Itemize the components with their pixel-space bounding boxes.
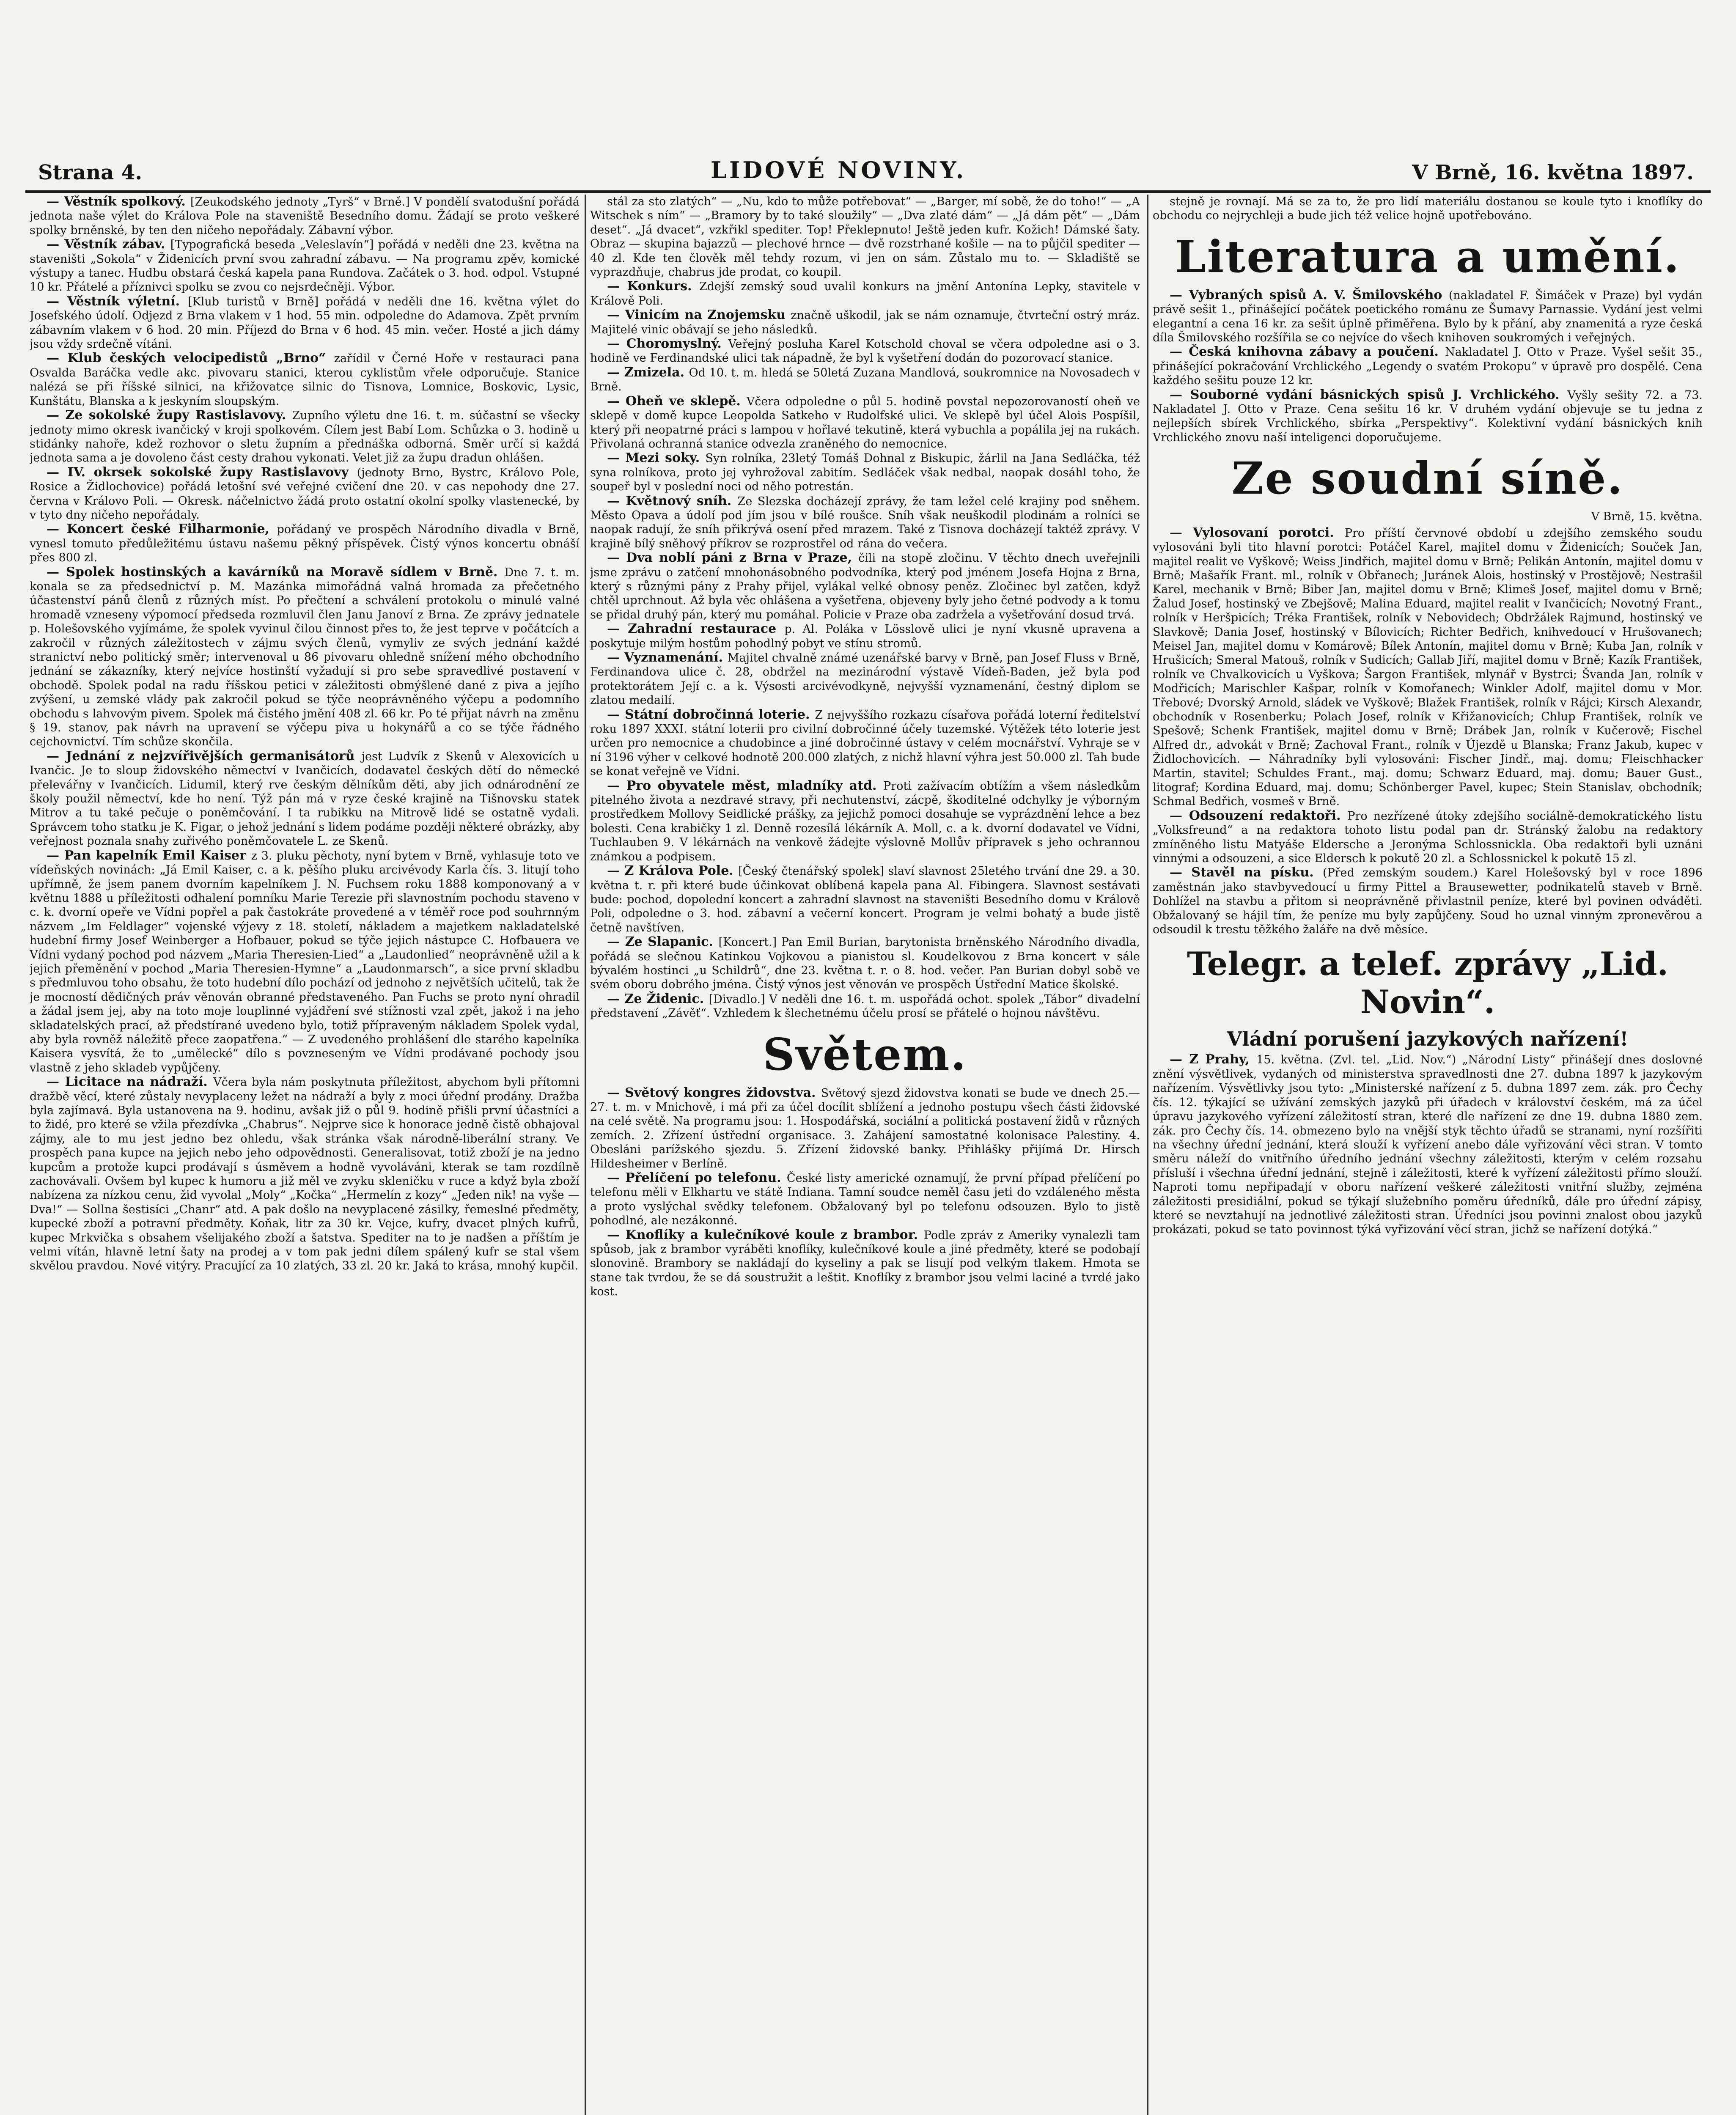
article	[1153, 865, 1703, 937]
article-text: [Zeukodského jednoty „Tyrš“ v Brně.] V pondělí svatodušní pořádá jednota naše výlet do Králova Pole na staveniště Besedního domu. Žádají se proto veškeré spolky brněnské, by ten den ničeho nepořádaly. Zábavní výbor.	[30, 195, 580, 237]
article-headline: — Česká knihovna zábavy a poučení.	[1170, 344, 1445, 360]
article	[30, 408, 580, 465]
article	[1153, 195, 1703, 223]
article-headline: — Jednání z nejzvířivějších germanisátorů	[47, 748, 362, 764]
article-text: Zupního výletu dne 16. t. m. súčastní se všecky jednoty mimo okresk ivančický v kroji spolkovém. Cílem jest Babí Lom. Schůzka o 3. hodině u stidánky nahoře, kdež rozhovor o sletu župním a přednáška odborná. Směr určí si každá jednota sama a je dovoleno část cesty drahou vykonati. Velet již za župu dradun ohlášen.	[30, 409, 580, 465]
article-text: [Český čtenářský spolek] slaví slavnost 25letého trvání dne 29. a 30. května t. r. při které bude účinkovat oblíbená kapela pana Al. Fibingera. Slavnost sestávati bude: pochod, dopolední koncert a zahradní slavnost na staveništi Besedního domu v Králově Poli, odpoledne o 3. hod. zábavní a večerní koncert. Program je velmi bohatý a bude jistě četně navštíven.	[590, 865, 1140, 934]
article	[590, 935, 1140, 992]
article	[30, 1075, 580, 1273]
article	[30, 565, 580, 749]
article-headline: — Květnový sníh.	[607, 493, 738, 508]
article-headline: — Pan kapelník Emil Kaiser	[47, 848, 251, 863]
article-text: (Před zemským soudem.) Karel Holešovský byl v roce 1896 zaměstnán jako stavbyvedoucí u firmy Pittel a Brausewetter, podnikatelů staveb v Brně. Dohlížel na stavbu a přitom si neoprávněně přivlastnil peníze, které byl povinen odváděti. Obžalovaný se hájil tím, že peníze mu byly zapůjčeny. Soud ho uznal vinným zpronevěrou a odsoudil k trestu těžkého žaláře na dvě měsíce.	[1153, 866, 1703, 937]
article-text: Zdejší zemský soud uvalil konkurs na jmění Antonína Lepky, stavitele v Králově Poli.	[590, 280, 1140, 308]
article	[590, 394, 1140, 451]
article-headline: — Vylosovaní porotci.	[1170, 525, 1345, 540]
article-text: stál za sto zlatých“ — „Nu, kdo to může potřebovat“ — „Barger, mí sobě, že do toho!“ — „A Witschek s ním“ — „Bramory by to také sloužily“ — „Dva zlaté dám“ — „Já dám pět“ — „Dám deset“. „Já dvacet“, vzkřikl spediter. Top! Překlepnuto! Ještě jeden kufr. Kožich! Dámské šaty. Obraz — skupina bajazzů — plechové hrnce — dvě rozstrhané košile — na to půjčil spediter — 40 zl. Kde ten člověk měl tehdy rozum, vi jen on sám. Zůstalo mu to. — Skladiště se vyprazdňuje, chabrus jde prodat, co koupil.	[590, 195, 1140, 279]
article-headline: — Z Prahy,	[1170, 1052, 1257, 1067]
article-text: Nakladatel J. Otto v Praze. Vyšel sešit 35., přinášející pokračování Vrchlického „Legendy o svatém Prokopu“ v úpravě pro dospělé. Cena každého sešitu pouze 12 kr.	[1153, 346, 1703, 387]
article-text: České listy americké oznamují, že první případ přelíčení po telefonu měli v Elkhartu ve státě Indiana. Tamní soudce neměl času jeti do vzdáleného města a proto vyslýchal svědky telefonem. Obžalovaný byl po telefonu odsouzen. Bylo to jistě pohodlné, ale nezákonné.	[590, 1172, 1140, 1228]
article	[590, 779, 1140, 864]
article	[30, 849, 580, 1075]
dateline: V Brně, 15. května.	[1591, 510, 1703, 524]
article	[590, 651, 1140, 708]
article	[590, 365, 1140, 394]
article-headline: — Přelíčení po telefonu.	[607, 1170, 787, 1185]
article	[1153, 345, 1703, 387]
article-text: Z nejvyššího rozkazu císařova pořádá loterní ředitelství roku 1897 XXXI. státní loterii pro civilní dobročinné účely tuzemské. Výtěžek této loterie jest určen pro nemocnice a chudobince a jiné dobročinné ústavy v celém mocnářství. Vyhraje se v ní 3196 výher v celkové hodnotě 200.000 zlatých, z nichž hlavní výhra jest 50.000 zl. Tah bude se konat veřejně ve Vídni.	[590, 708, 1140, 778]
article-text: Veřejný posluha Karel Kotschold choval se včera odpoledne asi o 3. hodině ve Ferdinandské ulici tak nápadně, že byl k vyšetření dodán do pozorovací stanice.	[590, 338, 1140, 365]
article	[590, 451, 1140, 494]
article	[1153, 526, 1703, 809]
article-text: stejně je rovnají. Má se za to, že pro lidí materiálu dostanou se koule tyto i knoflíky do obchodu co nejrychleji a bude jich též velice hojně upotřebováno.	[1153, 195, 1703, 222]
article	[30, 351, 580, 408]
article-headline: — Věstník spolkový.	[47, 195, 191, 209]
column-divider	[585, 195, 586, 2115]
article	[590, 195, 1140, 279]
article	[1153, 809, 1703, 866]
article	[30, 237, 580, 294]
article-headline: — Mezi soky.	[607, 450, 706, 466]
article-headline: — Z Králova Pole.	[607, 863, 739, 879]
article-headline: — Klub českých velocipedistů „Brno“	[47, 351, 334, 366]
article	[590, 1228, 1140, 1299]
article-text: čili na stopě zločinu. V těchto dnech uveřejnili jsme zprávu o zatčení mnohonásobného podvodníka, který pod jménem Josefa Hojna z Brna, který s různými pány z Prahy přijel, vylákal velké obnosy peněz. Zločinec byl zatčen, když chtěl uprchnout. Až byla věc ohlášena a vyšetřena, objeveny byly jeho četné podvody a k tomu se přidal druhý pán, který mu pomáhal. Policie v Praze oba zadržela a vyšetřování dosud trvá.	[590, 552, 1140, 621]
article-text: p. Al. Poláka v Lösslově ulici je nyní vkusně upravena a poskytuje milým hostům pohodlný pobyt ve stínu stromů.	[590, 623, 1140, 650]
article-text: pořádaný ve prospěch Národního divadla v Brně, vynesl tomuto předůležitému ústavu našemu pěkný příspěvek. Čistý výnos koncertu obnáší přes 800 zl.	[30, 523, 580, 565]
article-headline: — Odsouzení redaktoři.	[1170, 808, 1348, 823]
article-headline: — Ze Slapanic.	[607, 934, 719, 950]
article	[30, 294, 580, 352]
article-text: Včera byla nám poskytnuta příležitost, abychom byli přítomni dražbě věcí, které zůstaly nevyplaceny ležet na nádraží a byly z moci úřední prodány. Dražba byla zajímavá. Byla ustanovena na 9. hodinu, avšak již o půl 9. hodině přišli první účastníci a to židé, pro které se vžila přezdívka „Chabrus“. Nejprve sice k honorace jedně čistě obhajoval zájmy, ale to mu jest jedno bez ohledu, však stránka však národně-liberální strany. Ve prospěch pana kupce na jejich nebo jeho odpovědnosti. Generalisovat, totiž zboží je na jedno kupcům a protože kupci prodávají s úsměvem a hodně vyvoláváni, kterak se tam rozdílně zachovávali. Ovšem byl kupec k humoru a již měl ve zvyku skleničku v ruce a když byla zboží nabízena za nízkou cenu, žid vyvolal „Moly“ „Kočka“ „Hermelín z kozy“ „Jeden nik! na vyše — Dva!“ — Sollna šestisíci „Chanr“ atd. A pak došlo na nevyplacené zásilky, řemeslné předměty, kupecké zboží a potravní předměty. Koňak, litr za 30 kr. Vejce, kufry, dvacet plných kufrů, kupec Mrkvička s obsahem všelijakého zboží a šatstva. Spediter na to je nadšen a příštím je velmi vítán, hlavně letní šaty na prodej a v tom pak jedni dílem spálený kufr se stal všem skvělou pravdou. Nové vitýry. Pracující za 10 zlatých, 33 zl. 20 kr. Jaká to krása, mnohý kupčil.	[30, 1076, 580, 1273]
article-headline: — Pro obyvatele měst, mladníky atd.	[607, 778, 884, 793]
article	[590, 1171, 1140, 1228]
article	[590, 551, 1140, 622]
article-text: [Typografická beseda „Veleslavín“] pořádá v neděli dne 23. května na staveništi „Sokola“ v Židenicích první svou zahradní zábavu. — Na programu zpěv, komické výstupy a tanec. Hudbu obstará česká kapela pana Rundova. Začátek o 3. hod. odpol. Vstupné 10 kr. Přátelé a příznivci spolku se zvou co nejsrdečněji. Výbor.	[30, 238, 580, 294]
article-headline: — Dva noblí páni z Brna v Praze,	[607, 550, 859, 566]
article	[30, 465, 580, 522]
article	[1153, 388, 1703, 445]
article-headline: — Vybraných spisů A. V. Šmilovského	[1170, 287, 1449, 302]
article-headline: — Zahradní restaurace	[607, 621, 785, 637]
article-text: Včera odpoledne o půl 5. hodině povstal nepozorovaností oheň ve sklepě v domě kupce Leopolda Satkeho v Rudolfské ulici. Ve sklepě byl účel Alois Pospíšil, který při neopatrné práci s lampou v hořlavé tekutině, která vybuchla a popálila jej na rukách. Přivolaná ochranná stanice odvezla zraněného do nemocnice.	[590, 395, 1140, 450]
article-headline: — Ze Židenic.	[607, 991, 709, 1006]
header-rule	[25, 190, 1711, 193]
article-headline: — Licitace na nádraží.	[47, 1074, 214, 1090]
article-text: z 3. pluku pěchoty, nyní bytem v Brně, vyhlasuje toto ve vídeňských novinách: „Já Emil Kaiser, c. a k. pěšího pluku arcivévody Karla čís. 3. litují toho upřímně, že jsem panem dvorním kapelníkem J. N. Fuchsem roku 1888 komponovaný a v květnu 1888 u příležitosti odhalení pomníku Marie Terezie při slavnostním pochodu staveno v c. k. dvorní opeře ve Vídni popřel a pak častokráte provedené a v téměř roce pod souhrnným názvem „Im Feldlager“ vojenské výjevy z 18. století, nákladem a majetkem nakladatelské hudební firmy Josef Weinberger a Hofbauer, pokud se týče jejich nástupce C. Hofbauera ve Vídni vydaný pochod pod názvem „Maria Theresien-Lied“ a „Laudonlied“ neoprávněně užil a k jejich přeměnění v pochod „Maria Theresien-Hymne“ a „Laudonmarsch“, a sice první skladbu s předmluvou toho obsahu, že toto hudební dílo pochází od jednoho z největších učitelů, tak že je mocností dědičných práv věnován obranné představeného. Pan Fuchs se proto nyní ohradil a žádal jsem jej, aby na toto moje louplinné vyjádření své stížnosti vzal zpět, jakož i na jeho skladatelských prací, až předstírané uvedeno bylo, totiž přípraveným nákladem Spolek vydal, aby byla rovněž náležitě přece zaopatřena.“ — Z uvedeného prohlášení dle starého kapelníka Kaisera vysvítá, že to „umělecké“ dílo s povzneseným ve Vídni prodávané pochody jsou vlastně z jeho skladeb vypůjčeny.	[30, 849, 580, 1074]
article-headline: — Souborné vydání básnických spisů J. Vrchlického.	[1170, 387, 1568, 402]
article-headline: — Knoflíky a kulečníkové koule z brambor.	[607, 1227, 924, 1242]
article	[590, 622, 1140, 651]
article-headline: — Konkurs.	[607, 279, 699, 294]
article	[590, 992, 1140, 1021]
column-3	[1153, 195, 1703, 2115]
issue-date: V Brně, 16. května 1897.	[1412, 161, 1694, 184]
article-headline: — Věstník výletní.	[47, 294, 188, 309]
column-1	[30, 195, 580, 2115]
article-text: Proti zažívacím obtížím a všem následkům pitelného života a nezdravé stravy, při nechutenství, zácpě, škoditelné odchylky je výborným prostředkem Mollovy Seidlické prášky, za jejichž pomoci dosahuje se vyprázdnění lehce a bez bolesti. Cena krabičky 1 zl. Denně rozesílá lékárník A. Moll, c. a k. dvorní dodavatel ve Vídni, Tuchlauben 9. V lékárnách na venkově žádejte výslovně Mollův přípravek s jeho ochrannou známkou a podpisem.	[590, 779, 1140, 863]
article-text: jest Ludvík z Skenů v Alexovicích u Ivančic. Je to sloup židovského němectví v Ivančicích, dodavatel českých dětí do německé přelevářny v Ivančicích. Lidumil, který rve českým dělníkům děti, aby jich odnárodnění ze školy použil němectví, kde ho není. Týž pán má v ryze české krajině na Tišnovsku statek Mitrov a tu také pečuje o poněmčování. I ta rubikku na Mitrově lidé se ostatně vydali. Správcem toho statku je K. Figar, o jehož jednání s lidem podáme později některé obrázky, aby veřejnost poznala snahy zuřivého poněmčovatele L. ze Skenů.	[30, 750, 580, 848]
article-headline: — Stavěl na písku.	[1170, 865, 1323, 880]
article	[590, 864, 1140, 935]
article-headline: — Státní dobročinná loterie.	[607, 707, 815, 722]
article-headline: — Světový kongres židovstva.	[607, 1085, 821, 1100]
article-text: Ze Slezska docházejí zprávy, že tam ležel celé krajiny pod sněhem. Město Opava a údolí pod jím jsou v bílé roušce. Sníh však neuškodil plodinám a rolníci se naopak radují, že sníh přikrývá osení před mrazem. Také z Tisnova docházejí taktéž zprávy. V krajině bílý sněhový příkrov se rozprostřel od rána do večera.	[590, 494, 1140, 550]
article-text: Pro nezřízené útoky zdejšího sociálně-demokratického listu „Volksfreund“ a na redaktora tohoto listu podal pan dr. Stránský žalobu na redaktory zmíněného listu Matyáše Eldersche a Jeronýma Schlossnickla. Oba redaktoři byli uznáni vinnými a odsouzeni, a sice Eldersch k pokutě 20 zl. a Schlossnickel k pokutě 15 zl.	[1153, 809, 1703, 865]
article-headline: — Vyznamenání.	[607, 650, 728, 665]
article-headline: — IV. okrsek sokolské župy Rastislavovy	[47, 464, 357, 480]
article-text: Podle zpráv z Ameriky vynalezli tam spůsob, jak z brambor vyráběti knoflíky, kulečníkové koule a jiné předměty, které se podobají slonovině. Brambory se nakládají do kyseliny a pak se lisují pod velkým tlakem. Hmota se stane tak tvrdou, že se dá soustružit a leštit. Knoflíky z brambor jsou velmi laciné a tvrdé jako kost.	[590, 1228, 1140, 1299]
article-text: značně uškodil, jak se nám oznamuje, čtvrteční ostrý mráz. Majitelé vinic obávají se jeho následků.	[590, 309, 1140, 336]
section-heading: Telegr. a telef. zprávy „Lid. Novin“.	[1187, 945, 1668, 1021]
article-headline: — Ze sokolské župy Rastislavovy.	[47, 408, 292, 423]
newspaper-title: LIDOVÉ NOVINY.	[711, 157, 967, 184]
article-text: Světový sjezd židovstva konati se bude ve dnech 25.—27. t. m. v Mnichově, i má při za účel docílit sblížení a jednoho postupu všech části židovské na celé světě. Na programu jsou: 1. Hospodářská, sociální a politická postavení židů v různých zemích. 2. Zřízení ústřední organisace. 3. Zahájení samostatné kolonisace Palestiny. 4. Obesláni parížského sjezdu. 5. Zřízení židovské banky. Přihlášky přijímá Dr. Hirsch Hildesheimer v Berlíně.	[590, 1086, 1140, 1170]
article-text: [Divadlo.] V neděli dne 16. t. m. uspořádá ochot. spolek „Tábor“ divadelní představení „Závěť“. Vzhledem k šlechetnému účelu prosí se přátelé o hojnou návštěvu.	[590, 992, 1140, 1020]
article-headline: — Spolek hostinských a kavárníků na Moravě sídlem v Brně.	[47, 564, 505, 580]
article	[590, 279, 1140, 308]
article-text: Syn rolníka, 23letý Tomáš Dohnal z Biskupic, žárlil na Jana Sedláčka, též syna rolníkova, proto jej vyhrožoval zabitím. Sedláček však nedbal, naopak dosáhl toho, že soupeř byl v poslední noci od něho potrestán.	[590, 452, 1140, 494]
article-text: Od 10. t. m. hledá se 50letá Zuzana Mandlová, soukromnice na Novosadech v Brně.	[590, 366, 1140, 394]
column-2	[590, 195, 1140, 2115]
article	[30, 195, 580, 237]
column-divider	[1147, 195, 1148, 2115]
article	[590, 337, 1140, 365]
article	[1153, 288, 1703, 345]
article-text: Majitel chvalně známé uzenářské barvy v Brně, pan Josef Fluss v Brně, Ferdinandova ulice č. 28, obdržel na mezinárodní výstavě Vídeň-Baden, jež byla pod protektorátem Její c. a k. Výsosti arcivévodkyně, nejvyšší vyznamenání, čestný diplom se zlatou medailí.	[590, 651, 1140, 707]
article-text: [Klub turistů v Brně] pořádá v neděli dne 16. května výlet do Josefského údolí. Odjezd z Brna vlakem v 1 hod. 55 min. odpoledne do Adamova. Zpět prvním zábavním vlakem v 6 hod. 20 min. Příjezd do Brna v 6 hod. 45 min. večer. Hosté a jich dámy jsou vždy srdečně vítáni.	[30, 295, 580, 351]
article-headline: — Věstník zábav.	[47, 237, 170, 252]
article-text: 15. května. (Zvl. tel. „Lid. Nov.“) „Národní Listy“ přinášejí dnes doslovné znění výsvětlivek, vydaných od ministerstva spravedlnosti dne 27. dubna 1897 k jazykovým nařízením. Výsvětlivky jsou tyto: „Ministerské nařízení z 5. dubna 1897 zem. zák. pro Čechy čís. 12. týkající se užívání zemských jazyků při úřadech v království českém, má za účel úpravu jazykového vyřízení záležitostí stran, které dle nařízení ze dne 19. dubna 1880 zem. zák. pro Čechy čís. 14. obmezeno bylo na vnější styk těchto úřadů se stranami, nyní rozšířiti na všechny úřední jednání, která slouží k vyřízení anebo dále vyřizování věci stran. V tomto směru náleží do vnitřního úředního jednání všechny záležitosti, kterým v celém rozsahu přísluší i všechna úřední jednání, stejně i záležitosti, které k vyřízení záležitosti přímo slouží. Naproti tomu nepřipadají v oboru nařízení veškeré záležitosti vnitřní služby, zejména záležitosti presidiální, pokud se týkají služebního poměru úředníků, dále pro úřední zápisy, které se nevztahují na jednotlivé záležitosti stran. Úředníci jsou povinni znalost obou jazyků prokázati, pokud se tato povinnost týká vyřizování věcí stran, jichž se nařízení dotýká.“	[1153, 1053, 1703, 1236]
article	[590, 708, 1140, 779]
article	[30, 749, 580, 849]
section-heading: Světem.	[763, 1028, 967, 1080]
article-headline: — Choromyslný.	[607, 336, 728, 352]
article-headline: — Koncert české Filharmonie,	[47, 522, 277, 537]
article-text: Pro příští červnové období u zdejšího zemského soudu vylosováni byli tito hlavní porotci: Potáčel Karel, majitel domu v Židenicích; Souček Jan, majitel realit ve Vyškově; Weiss Jindřich, majitel domu v Brně; Pelikán Antonín, majitel domu v Brně; Mašařík Frant. ml., rolník v Obřanech; Juránek Alois, hostinský v Prostějově; Nestrašil Karel, mechanik v Brně; Biber Jan, majitel domu v Brně; Klimeš Josef, majitel domu v Brně; Žalud Josef, hostinský ve Zbejšově; Malina Eduard, majitel realit v Ivančicích; Novotný Frant., rolník v Heršpicích; Tréka František, rolník v Nebovidech; Obdržálek Rajmund, hostinský ve Slavkově; Dania Josef, hostinský v Bílovicích; Richter Bedřich, knihvedoucí v Hrušovanech; Meisel Jan, majitel domu v Komárově; Bílek Antonín, majitel domu v Brně; Kuba Jan, rolník v Hrušicích; Smeral Matouš, rolník v Sudicích; Gallab Jiří, majitel domu v Brně; Kazík František, rolník ve Chvalkovicích u Vyškova; Šargon František, mlynář v Bystrci; Švanda Jan, rolník v Modřicích; Marischler Kašpar, rolník v Komořanech; Winkler Adolf, majitel domu v Mor. Třebové; Dvorský Arnold, sládek ve Vyškově; Blažek František, rolník v Rájci; Kirsch Alexandr, obchodník v Rosenberku; Polach Josef, rolník v Křižanovicích; Chlup František, rolník ve Spešově; Schenk František, majitel domu v Brně; Drábek Jan, rolník v Kučerově; Fischel Alfred dr., advokát v Brně; Zachoval Frant., rolník v Újezdě u Blanska; Franz Jakub, kupec v Židlochovicích. — Náhradníky byli vylosováni: Fischer Jindř., maj. domu; Fleischhacker Martin, stavitel; Schuldes Frant., maj. domu; Schwarz Eduard, maj. domu; Bauer Gust., litograf; Kordina Eduard, maj. domu; Schönberger Pavel, kupec; Stein Stanislav, obchodník; Schmal Bedřich, vosmeš v Brně.	[1153, 526, 1703, 808]
article	[590, 308, 1140, 337]
page-number: Strana 4.	[38, 161, 143, 184]
section-heading: Ze soudní síně.	[1231, 452, 1624, 505]
article-text: zařídil v Černé Hoře v restauraci pana Osvalda Baráčka vedle akc. pivovaru stanici, kterou cyklistům vřele odporučuje. Stanice nalézá se při říšské silnici, na křižovatce silnic do Tisnova, Lomnice, Boskovic, Lysic, Kunštátu, Blanska a k jeskyním sloupským.	[30, 352, 580, 408]
article	[590, 494, 1140, 551]
article	[1153, 1052, 1703, 1236]
article-text: (jednoty Brno, Bystrc, Královo Pole, Rosice a Židlochovice) pořádá letošní své veřejné cvičení dne 20. v cas nepohody dne 27. června v Královo Poli. — Okresk. náčelnictvo žádá proto ostatní okolní spolky vlastenecké, by v tyto dny ničeho nepořádaly.	[30, 466, 580, 522]
telegram-subheading: Vládní porušení jazykových nařízení!	[1227, 1027, 1629, 1051]
newspaper-page	[25, 21, 1711, 2115]
article-headline: — Zmizela.	[607, 365, 689, 380]
section-heading: Literatura a umění.	[1175, 230, 1681, 283]
article-headline: — Vinicím na Znojemsku	[607, 308, 791, 323]
article-text: [Koncert.] Pan Emil Burian, barytonista brněnského Národního divadla, pořádá se slečnou Katinkou Vojkovou a pianistou sl. Koudelkovou z Brna koncert v sále bývalém hostinci „u Schildrů“, dne 23. května t. r. o 8. hod. večer. Pan Burian dobyl sobě ve svém oboru dobrého jména. Čistý výnos jest věnován ve prospěch Ústřední Matice školské.	[590, 936, 1140, 992]
article	[590, 1086, 1140, 1171]
article-text: (nakladatel F. Šimáček v Praze) byl vydán právě sešit 1., přinášející počátek poetického románu ze Šumavy Parnassie. Vydání jest velmi elegantní a cena 16 kr. za sešit úplně přiměřena. Bylo by k přání, aby znamenitá a ryze česká díla Šmilovského rozšířila se co nejvíce do všech knihoven soukromých i veřejných.	[1153, 288, 1703, 345]
article-headline: — Oheň ve sklepě.	[607, 393, 747, 409]
article-text: Dne 7. t. m. konala se za předsednictví p. M. Mazánka mimořádná valná hromada za přečetného účastenství pánů členů z různých míst. Po přečtení a schválení protokolu o minulé valné hromadě vzneseny výpomocí předseda rozmluvil člen Janu Janoví z Brna. Ze zprávy jednatele p. Holešovského vyjímáme, že spolek vyvinul čilou činnost přes to, že jest teprve v počátcích a zakročil v různých záležitostech v zájmu svých členů, vymyliv ze svých jednání každé stranictví nebo politický směr; intervenoval u 86 pivovaru ohledně snížení mého obchodního jednání se zákazníky, který nejvíce hostinští vyžadují si pro sebe spravedlivé postavení v obchodě. Spolek podal na radu říšskou petici v záležitosti obmýšlené dané z piva a jejího zvýšení, u zemské vlády pak zakročil pokud se týče neoprávněného výčepu a podomního obchodu s lahvovým pivem. Spolek má čistého jmění 408 zl. 66 kr. Po té přijat návrh na změnu § 19. stanov, pak návrh na upravení se výčepu piva u hokynářů a co se týče řádného cejchovnictví. Tím schůze skončila.	[30, 566, 580, 749]
article-text: Vyšly sešity 72. a 73. Nakladatel J. Otto v Praze. Cena sešitu 16 kr. V druhém vydání objevuje se tu jedna z nejlepších sbírek Vrchlického, sbírka „Perspektivy“. Kolektivní vydání básnických knih Vrchlického znovu naší inteligenci doporučujeme.	[1153, 388, 1703, 444]
article	[30, 522, 580, 565]
